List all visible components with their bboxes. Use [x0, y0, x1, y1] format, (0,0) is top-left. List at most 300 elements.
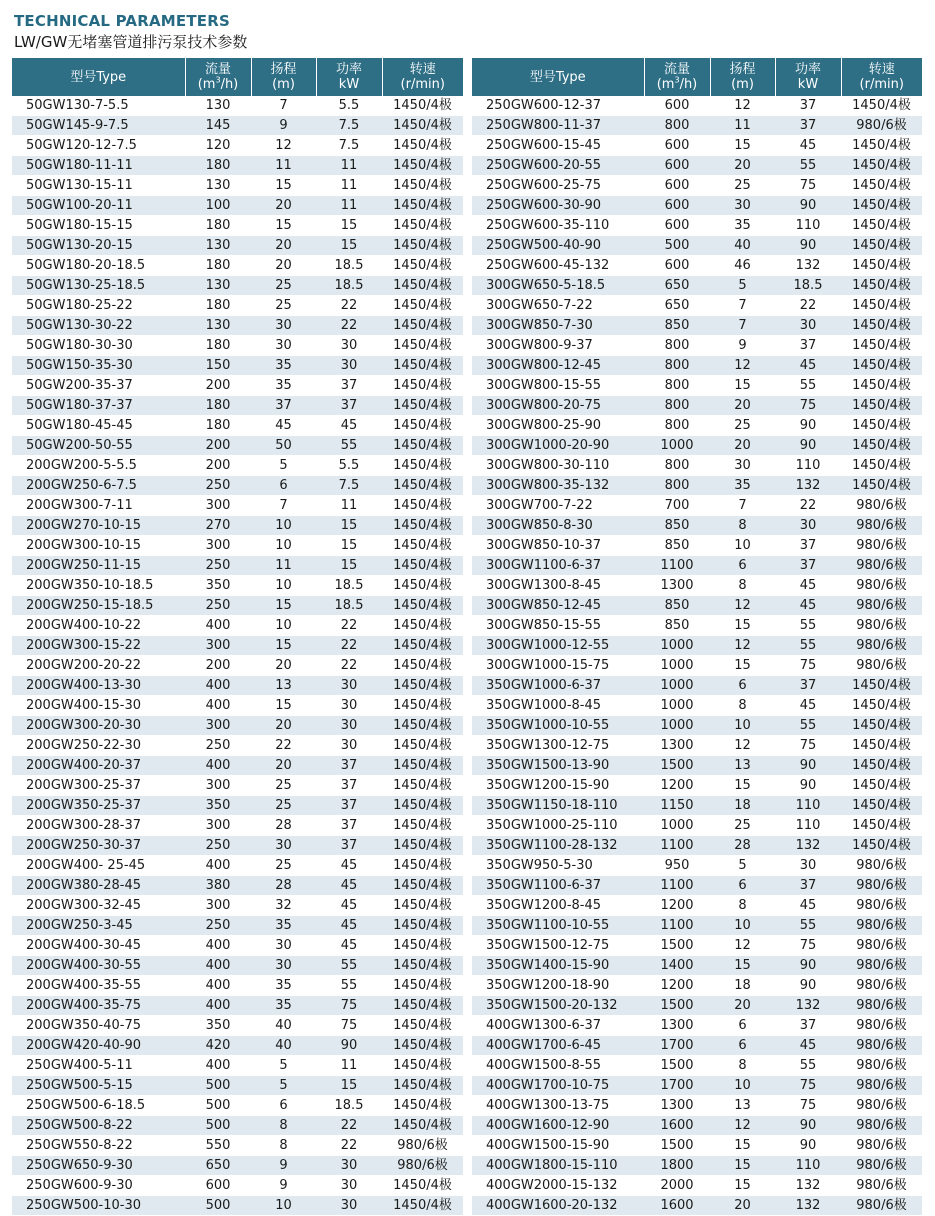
cell-power: 45	[316, 896, 382, 916]
cell-power: 37	[316, 376, 382, 396]
cell-head: 50	[251, 436, 316, 456]
cell-head: 30	[251, 316, 316, 336]
cell-flow: 1300	[644, 576, 710, 596]
cell-power: 11	[316, 176, 382, 196]
cell-flow: 1400	[644, 956, 710, 976]
cell-flow: 1200	[644, 976, 710, 996]
table-row	[12, 736, 463, 756]
cell-head: 15	[710, 1156, 775, 1176]
cell-flow: 300	[185, 776, 251, 796]
cell-flow: 1000	[644, 636, 710, 656]
cell-power: 30	[316, 1156, 382, 1176]
cell-flow: 300	[185, 716, 251, 736]
cell-head: 6	[710, 1016, 775, 1036]
table-row	[472, 1176, 922, 1196]
cell-model: 200GW400-20-37	[12, 756, 185, 776]
cell-speed: 980/6极	[841, 1096, 922, 1116]
cell-head: 10	[710, 716, 775, 736]
table-row	[12, 116, 463, 136]
table-row	[12, 516, 463, 536]
cell-speed: 1450/4极	[841, 296, 922, 316]
cell-head: 12	[710, 596, 775, 616]
parameters-table-right	[472, 58, 922, 1216]
cell-power: 18.5	[775, 276, 841, 296]
cell-flow: 120	[185, 136, 251, 156]
cell-head: 35	[251, 356, 316, 376]
cell-head: 6	[710, 876, 775, 896]
cell-flow: 200	[185, 456, 251, 476]
cell-speed: 980/6极	[382, 1136, 463, 1156]
table-row	[472, 556, 922, 576]
table-row	[472, 856, 922, 876]
cell-power: 18.5	[316, 276, 382, 296]
cell-power: 45	[316, 936, 382, 956]
cell-speed: 1450/4极	[382, 116, 463, 136]
cell-speed: 980/6极	[841, 1176, 922, 1196]
table-row	[472, 196, 922, 216]
cell-speed: 1450/4极	[382, 776, 463, 796]
cell-model: 250GW800-11-37	[472, 116, 644, 136]
table-row	[472, 1096, 922, 1116]
cell-flow: 400	[185, 856, 251, 876]
cell-model: 200GW300-10-15	[12, 536, 185, 556]
cell-speed: 1450/4极	[841, 756, 922, 776]
cell-speed: 1450/4极	[382, 736, 463, 756]
cell-flow: 550	[185, 1136, 251, 1156]
cell-flow: 650	[185, 1156, 251, 1176]
cell-head: 8	[710, 1056, 775, 1076]
table-row	[12, 1076, 463, 1096]
cell-power: 37	[316, 816, 382, 836]
cell-head: 10	[251, 616, 316, 636]
cell-speed: 1450/4极	[841, 276, 922, 296]
cell-speed: 1450/4极	[382, 516, 463, 536]
cell-speed: 1450/4极	[382, 416, 463, 436]
cell-flow: 1600	[644, 1196, 710, 1216]
table-row	[472, 536, 922, 556]
cell-speed: 980/6极	[841, 876, 922, 896]
cell-head: 30	[251, 836, 316, 856]
cell-flow: 130	[185, 176, 251, 196]
cell-power: 132	[775, 1196, 841, 1216]
cell-flow: 800	[644, 336, 710, 356]
cell-power: 30	[316, 356, 382, 376]
table-row	[12, 1016, 463, 1036]
cell-speed: 1450/4极	[382, 556, 463, 576]
cell-speed: 1450/4极	[382, 276, 463, 296]
table-row	[472, 656, 922, 676]
cell-flow: 600	[644, 196, 710, 216]
cell-power: 45	[775, 576, 841, 596]
cell-head: 20	[251, 196, 316, 216]
cell-speed: 1450/4极	[841, 696, 922, 716]
cell-head: 6	[710, 556, 775, 576]
cell-flow: 650	[644, 276, 710, 296]
cell-speed: 1450/4极	[382, 196, 463, 216]
cell-model: 250GW600-12-37	[472, 96, 644, 116]
table-row	[12, 216, 463, 236]
cell-power: 22	[316, 656, 382, 676]
cell-flow: 400	[185, 676, 251, 696]
cell-flow: 250	[185, 836, 251, 856]
table-row	[12, 876, 463, 896]
cell-model: 300GW850-15-55	[472, 616, 644, 636]
table-row	[472, 696, 922, 716]
cell-model: 200GW350-40-75	[12, 1016, 185, 1036]
cell-head: 10	[710, 536, 775, 556]
cell-power: 55	[775, 616, 841, 636]
cell-speed: 1450/4极	[382, 636, 463, 656]
table-row	[472, 456, 922, 476]
cell-head: 20	[251, 236, 316, 256]
cell-flow: 400	[185, 616, 251, 636]
cell-power: 75	[775, 176, 841, 196]
cell-power: 37	[775, 676, 841, 696]
table-row	[12, 836, 463, 856]
cell-head: 11	[251, 556, 316, 576]
cell-model: 50GW100-20-11	[12, 196, 185, 216]
cell-flow: 500	[185, 1196, 251, 1216]
cell-speed: 1450/4极	[382, 476, 463, 496]
cell-head: 12	[710, 636, 775, 656]
col-header-power: 功率 kW	[775, 58, 841, 96]
table-row	[12, 976, 463, 996]
cell-model: 350GW1500-13-90	[472, 756, 644, 776]
cell-speed: 1450/4极	[382, 216, 463, 236]
cell-flow: 180	[185, 156, 251, 176]
cell-head: 5	[710, 276, 775, 296]
cell-speed: 1450/4极	[382, 436, 463, 456]
cell-flow: 180	[185, 396, 251, 416]
cell-power: 15	[316, 536, 382, 556]
cell-power: 75	[775, 736, 841, 756]
cell-speed: 1450/4极	[382, 1196, 463, 1216]
table-row	[12, 756, 463, 776]
cell-speed: 1450/4极	[382, 976, 463, 996]
cell-speed: 980/6极	[841, 1196, 922, 1216]
cell-head: 8	[710, 896, 775, 916]
cell-flow: 600	[644, 176, 710, 196]
cell-speed: 1450/4极	[382, 236, 463, 256]
table-row	[12, 336, 463, 356]
cell-power: 18.5	[316, 596, 382, 616]
cell-head: 18	[710, 796, 775, 816]
cell-model: 300GW1000-15-75	[472, 656, 644, 676]
cell-speed: 1450/4极	[382, 456, 463, 476]
cell-model: 300GW800-15-55	[472, 376, 644, 396]
cell-flow: 500	[185, 1096, 251, 1116]
cell-power: 5.5	[316, 96, 382, 116]
table-row	[472, 296, 922, 316]
cell-speed: 1450/4极	[841, 816, 922, 836]
cell-power: 37	[775, 536, 841, 556]
table-row	[472, 796, 922, 816]
cell-power: 15	[316, 516, 382, 536]
cell-model: 400GW1300-6-37	[472, 1016, 644, 1036]
cell-head: 5	[251, 456, 316, 476]
cell-head: 22	[251, 736, 316, 756]
cell-flow: 380	[185, 876, 251, 896]
cell-head: 15	[251, 596, 316, 616]
cell-flow: 250	[185, 596, 251, 616]
cell-model: 350GW1500-12-75	[472, 936, 644, 956]
cell-flow: 1000	[644, 716, 710, 736]
cell-model: 50GW120-12-7.5	[12, 136, 185, 156]
cell-speed: 980/6极	[841, 496, 922, 516]
cell-power: 90	[775, 1136, 841, 1156]
cell-power: 55	[775, 376, 841, 396]
cell-head: 12	[710, 736, 775, 756]
cell-model: 300GW800-30-110	[472, 456, 644, 476]
cell-flow: 1100	[644, 556, 710, 576]
cell-model: 200GW250-6-7.5	[12, 476, 185, 496]
cell-power: 30	[775, 856, 841, 876]
cell-model: 50GW130-25-18.5	[12, 276, 185, 296]
cell-power: 110	[775, 216, 841, 236]
cell-head: 15	[710, 1136, 775, 1156]
cell-head: 12	[710, 96, 775, 116]
cell-flow: 1700	[644, 1076, 710, 1096]
cell-power: 11	[316, 496, 382, 516]
cell-flow: 400	[185, 696, 251, 716]
table-row	[472, 416, 922, 436]
cell-head: 7	[251, 96, 316, 116]
cell-model: 200GW300-7-11	[12, 496, 185, 516]
table-row	[472, 96, 922, 116]
cell-head: 25	[251, 276, 316, 296]
cell-model: 300GW850-7-30	[472, 316, 644, 336]
cell-flow: 1000	[644, 436, 710, 456]
table-row	[12, 396, 463, 416]
cell-speed: 1450/4极	[382, 596, 463, 616]
cell-head: 30	[710, 196, 775, 216]
cell-head: 35	[251, 976, 316, 996]
cell-flow: 600	[644, 156, 710, 176]
table-row	[472, 716, 922, 736]
cell-power: 22	[316, 316, 382, 336]
cell-flow: 650	[644, 296, 710, 316]
cell-flow: 400	[185, 1056, 251, 1076]
cell-speed: 1450/4极	[841, 96, 922, 116]
cell-power: 55	[775, 156, 841, 176]
cell-speed: 1450/4极	[382, 256, 463, 276]
cell-head: 10	[251, 576, 316, 596]
cell-model: 250GW600-45-132	[472, 256, 644, 276]
cell-model: 250GW650-9-30	[12, 1156, 185, 1176]
table-row	[472, 1076, 922, 1096]
table-row	[12, 596, 463, 616]
cell-model: 400GW1800-15-110	[472, 1156, 644, 1176]
cell-power: 75	[775, 656, 841, 676]
cell-flow: 600	[644, 256, 710, 276]
table-row	[12, 696, 463, 716]
cell-model: 300GW1000-20-90	[472, 436, 644, 456]
cell-speed: 1450/4极	[382, 536, 463, 556]
table-row	[472, 436, 922, 456]
cell-head: 13	[710, 756, 775, 776]
cell-speed: 1450/4极	[382, 296, 463, 316]
table-row	[472, 256, 922, 276]
cell-head: 6	[710, 676, 775, 696]
cell-head: 10	[251, 516, 316, 536]
cell-flow: 250	[185, 916, 251, 936]
cell-model: 50GW180-45-45	[12, 416, 185, 436]
cell-power: 5.5	[316, 456, 382, 476]
cell-head: 11	[251, 156, 316, 176]
cell-model: 400GW1500-8-55	[472, 1056, 644, 1076]
cell-flow: 2000	[644, 1176, 710, 1196]
cell-flow: 500	[644, 236, 710, 256]
cell-speed: 1450/4极	[382, 496, 463, 516]
cell-model: 200GW400-10-22	[12, 616, 185, 636]
cell-power: 30	[316, 676, 382, 696]
table-row	[472, 576, 922, 596]
cell-model: 50GW180-37-37	[12, 396, 185, 416]
cell-head: 6	[251, 476, 316, 496]
parameters-table-left	[12, 58, 463, 1216]
cell-head: 15	[710, 616, 775, 636]
cell-power: 37	[775, 116, 841, 136]
cell-flow: 180	[185, 336, 251, 356]
cell-model: 50GW200-50-55	[12, 436, 185, 456]
cell-flow: 1700	[644, 1036, 710, 1056]
cell-flow: 1100	[644, 876, 710, 896]
cell-speed: 1450/4极	[841, 376, 922, 396]
cell-speed: 980/6极	[841, 976, 922, 996]
cell-power: 37	[775, 336, 841, 356]
cell-model: 250GW600-15-45	[472, 136, 644, 156]
cell-head: 9	[251, 1156, 316, 1176]
cell-speed: 980/6极	[841, 1016, 922, 1036]
cell-speed: 980/6极	[841, 956, 922, 976]
col-header-flow: 流量 $(m^3/h)$	[644, 58, 710, 96]
table-row	[12, 196, 463, 216]
cell-speed: 1450/4极	[382, 1116, 463, 1136]
cell-speed: 1450/4极	[382, 896, 463, 916]
cell-power: 75	[316, 996, 382, 1016]
cell-flow: 1150	[644, 796, 710, 816]
cell-power: 30	[316, 716, 382, 736]
cell-head: 20	[251, 716, 316, 736]
cell-flow: 400	[185, 976, 251, 996]
cell-speed: 1450/4极	[382, 916, 463, 936]
cell-power: 90	[775, 436, 841, 456]
cell-power: 15	[316, 236, 382, 256]
cell-head: 30	[251, 956, 316, 976]
cell-model: 200GW400-30-45	[12, 936, 185, 956]
cell-flow: 1500	[644, 936, 710, 956]
table-row	[472, 476, 922, 496]
cell-model: 250GW500-10-30	[12, 1196, 185, 1216]
cell-flow: 100	[185, 196, 251, 216]
cell-head: 20	[251, 756, 316, 776]
cell-model: 200GW250-3-45	[12, 916, 185, 936]
cell-flow: 300	[185, 536, 251, 556]
col-header-model: 型号Type	[12, 58, 185, 96]
table-row	[472, 1016, 922, 1036]
table-row	[12, 996, 463, 1016]
cell-speed: 1450/4极	[382, 176, 463, 196]
table-row	[472, 916, 922, 936]
cell-power: 45	[316, 856, 382, 876]
table-row	[12, 96, 463, 116]
cell-head: 32	[251, 896, 316, 916]
table-row	[472, 736, 922, 756]
cell-model: 200GW250-15-18.5	[12, 596, 185, 616]
cell-head: 20	[710, 436, 775, 456]
cell-head: 20	[710, 396, 775, 416]
cell-speed: 1450/4极	[382, 356, 463, 376]
table-header	[12, 58, 463, 96]
cell-speed: 980/6极	[841, 916, 922, 936]
cell-power: 55	[316, 956, 382, 976]
cell-power: 11	[316, 156, 382, 176]
table-row	[12, 856, 463, 876]
cell-speed: 1450/4极	[382, 996, 463, 1016]
cell-power: 55	[775, 916, 841, 936]
cell-power: 90	[775, 976, 841, 996]
cell-flow: 350	[185, 1016, 251, 1036]
cell-flow: 1500	[644, 756, 710, 776]
cell-head: 8	[251, 1136, 316, 1156]
cell-head: 15	[710, 656, 775, 676]
page-subtitle: LW/GW无堵塞管道排污泵技术参数	[14, 33, 248, 51]
cell-flow: 250	[185, 476, 251, 496]
cell-flow: 250	[185, 556, 251, 576]
cell-model: 400GW2000-15-132	[472, 1176, 644, 1196]
cell-speed: 1450/4极	[382, 1096, 463, 1116]
cell-flow: 1800	[644, 1156, 710, 1176]
cell-power: 55	[775, 1056, 841, 1076]
cell-flow: 130	[185, 276, 251, 296]
cell-flow: 1200	[644, 896, 710, 916]
table-row	[472, 676, 922, 696]
cell-flow: 350	[185, 796, 251, 816]
table-row	[12, 536, 463, 556]
cell-head: 8	[710, 576, 775, 596]
cell-head: 25	[710, 176, 775, 196]
cell-head: 7	[710, 496, 775, 516]
cell-head: 15	[710, 376, 775, 396]
cell-model: 400GW1700-10-75	[472, 1076, 644, 1096]
cell-model: 200GW300-20-30	[12, 716, 185, 736]
cell-power: 75	[775, 1096, 841, 1116]
cell-head: 30	[710, 456, 775, 476]
table-row	[12, 1176, 463, 1196]
table-row	[472, 636, 922, 656]
table-row	[472, 1116, 922, 1136]
cell-power: 132	[775, 836, 841, 856]
col-header-power: 功率 kW	[316, 58, 382, 96]
cell-power: 45	[775, 896, 841, 916]
table-row	[472, 1136, 922, 1156]
col-header-head: 扬程 (m)	[251, 58, 316, 96]
cell-power: 45	[316, 916, 382, 936]
cell-flow: 700	[644, 496, 710, 516]
cell-power: 110	[775, 456, 841, 476]
cell-model: 350GW950-5-30	[472, 856, 644, 876]
cell-flow: 150	[185, 356, 251, 376]
table-row	[12, 956, 463, 976]
col-header-flow: 流量 $(m^3/h)$	[185, 58, 251, 96]
table-row	[12, 676, 463, 696]
cell-speed: 1450/4极	[841, 676, 922, 696]
cell-head: 20	[251, 656, 316, 676]
cell-head: 28	[710, 836, 775, 856]
cell-flow: 1600	[644, 1116, 710, 1136]
cell-flow: 400	[185, 756, 251, 776]
cell-model: 250GW600-25-75	[472, 176, 644, 196]
